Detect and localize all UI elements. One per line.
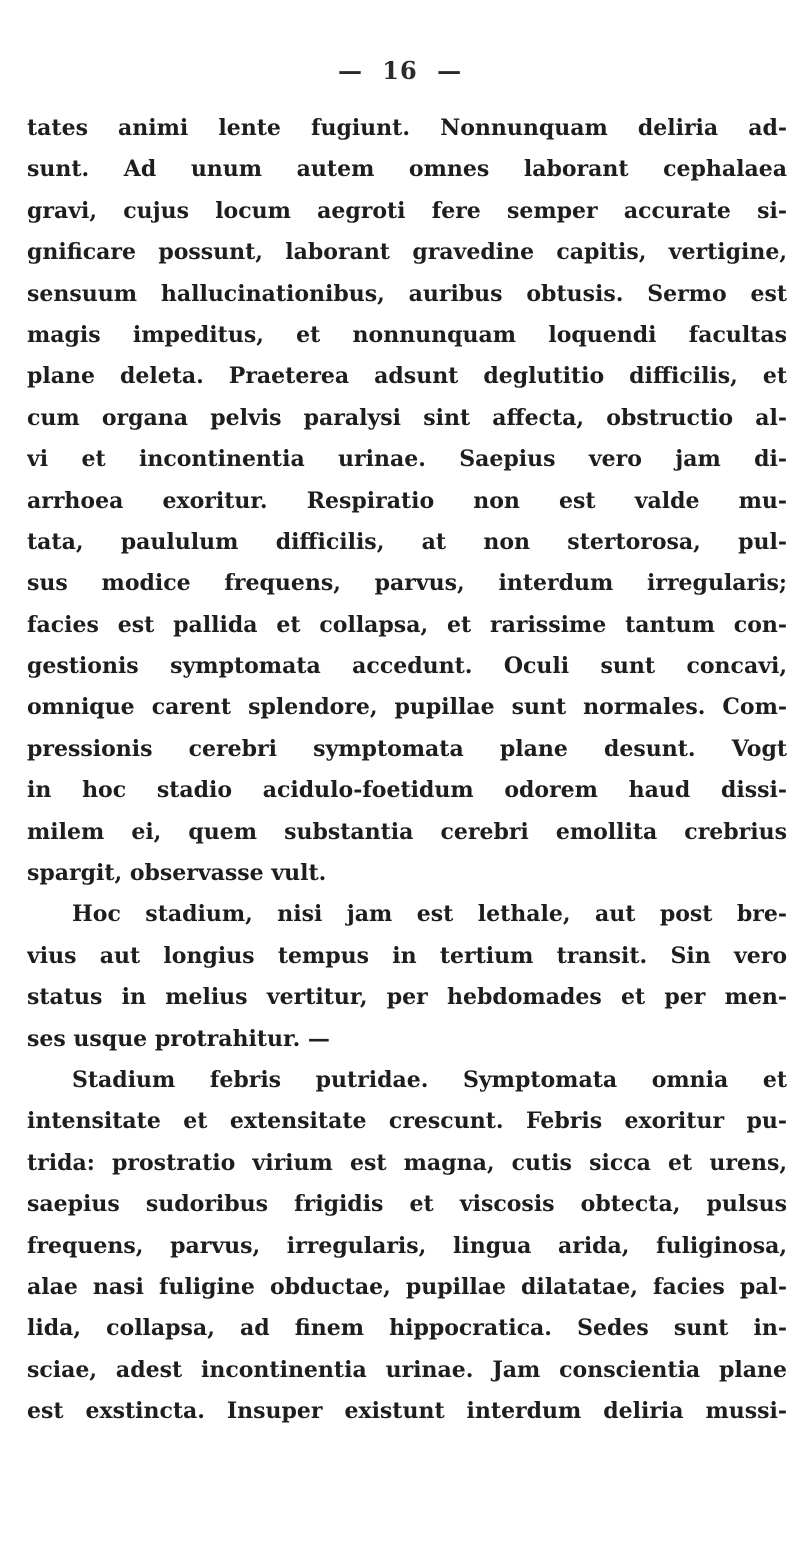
text-line: ses usque protrahitur. — <box>27 1025 330 1052</box>
text-line: gravi, cujus locum aegroti fere semper accurate si- <box>27 197 787 224</box>
text-line: milem ei, quem substantia cerebri emollita crebrius <box>27 818 787 845</box>
text-line: saepius sudoribus frigidis et viscosis obtecta, pulsus <box>27 1191 787 1218</box>
text-line: vi et incontinentia urinae. Saepius vero jam di- <box>27 446 787 473</box>
text-line: tates animi lente fugiunt. Nonnunquam deliria ad- <box>27 115 787 141</box>
text-line: Hoc stadium, nisi jam est lethale, aut post bre- <box>72 901 787 928</box>
text-line: sciae, adest incontinentia urinae. Jam conscientia plane <box>27 1356 787 1383</box>
text-line: gestionis symptomata accedunt. Oculi sunt concavi, <box>27 653 787 680</box>
body-text <box>27 108 787 1433</box>
page-header <box>0 56 800 85</box>
text-line: cum organa pelvis paralysi sint affecta, obstructio al- <box>27 404 787 431</box>
text-line: lida, collapsa, ad finem hippocratica. Sedes sunt in- <box>27 1315 787 1342</box>
text-line: magis impeditus, et nonnunquam loquendi facultas <box>27 321 787 348</box>
text-line: sus modice frequens, parvus, interdum irregularis; <box>27 570 787 597</box>
text-line: intensitate et extensitate crescunt. Febris exoritur pu- <box>27 1108 787 1135</box>
header-left-dash: — <box>337 56 363 85</box>
text-line: alae nasi fuligine obductae, pupillae dilatatae, facies pal- <box>27 1273 787 1300</box>
text-line: sunt. Ad unum autem omnes laborant cephalaea <box>27 156 787 183</box>
text-line: frequens, parvus, irregularis, lingua arida, fuliginosa, <box>27 1232 787 1259</box>
text-line: tata, paululum difficilis, at non stertorosa, pul- <box>27 528 787 555</box>
text-line: arrhoea exoritur. Respiratio non est valde mu- <box>27 487 787 514</box>
header-right-dash: — <box>437 56 463 85</box>
text-line: plane deleta. Praeterea adsunt deglutitio difficilis, et <box>27 363 787 390</box>
text-line: sensuum hallucinationibus, auribus obtusis. Sermo est <box>27 280 787 307</box>
text-line: omnique carent splendore, pupillae sunt normales. Com- <box>27 694 787 721</box>
text-line: status in melius vertitur, per hebdomades et per men- <box>27 984 787 1011</box>
text-line: facies est pallida et collapsa, et rarissime tantum con- <box>27 611 787 638</box>
text-line: spargit, observasse vult. <box>27 860 327 887</box>
text-line: est exstincta. Insuper existunt interdum deliria mussi- <box>27 1398 787 1425</box>
page-number: 16 <box>382 56 418 85</box>
text-line: vius aut longius tempus in tertium transit. Sin vero <box>27 942 787 969</box>
text-line: pressionis cerebri symptomata plane desunt. Vogt <box>27 735 787 762</box>
text-line: gnificare possunt, laborant gravedine capitis, vertigine, <box>27 239 787 266</box>
text-line: trida: prostratio virium est magna, cutis sicca et urens, <box>27 1149 787 1176</box>
text-line: Stadium febris putridae. Symptomata omnia et <box>72 1066 787 1093</box>
text-line: in hoc stadio acidulo-foetidum odorem haud dissi- <box>27 777 787 804</box>
